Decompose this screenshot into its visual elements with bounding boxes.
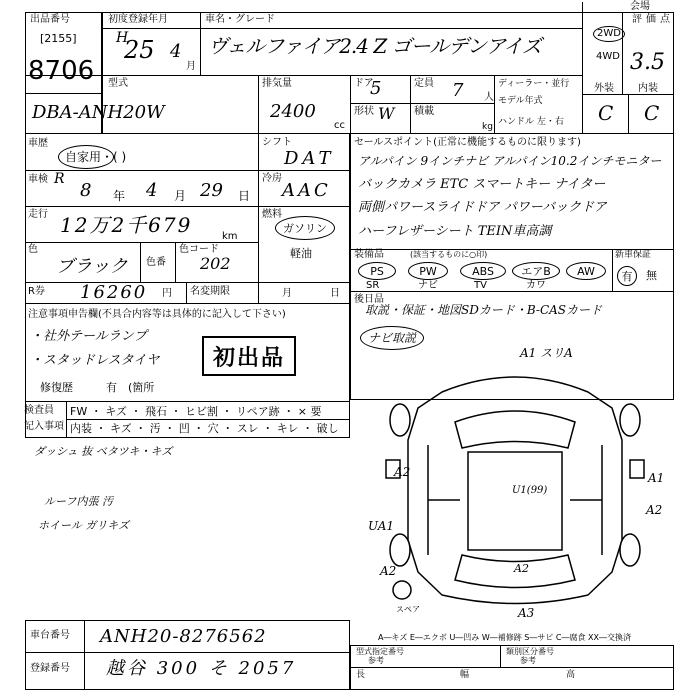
displacement-label: 排気量 <box>262 78 292 89</box>
exterior-value: C <box>598 101 614 125</box>
damage-legend: A―キズ E―エクボ U―凹み W―補修跡 S―サビ C―腐食 XX―交換済 <box>378 633 632 642</box>
first-reg-month: 4 <box>170 41 182 62</box>
inspection-year-unit: 年 <box>113 189 126 203</box>
width-label: 幅 <box>460 670 470 680</box>
history-circle <box>58 145 114 169</box>
remarks-label: 注意事項申告欄(不具合内容等は具体的に記入して下さい) <box>28 309 286 320</box>
capacity-label: 定員 <box>414 78 434 89</box>
new-car-label: 新車保証 <box>615 250 652 260</box>
first-listing-stamp: 初出品 <box>202 336 296 376</box>
remark-line-1: ・社外テールランプ <box>30 329 147 344</box>
damage-a2-rear: A2 <box>514 562 529 575</box>
model-designation-ref: 参考 <box>368 656 384 665</box>
equip-navi: ナビ <box>418 280 438 291</box>
drive-2wd: 2WD <box>593 26 625 42</box>
selling-point-line-2: バックカメラ ETC スマートキー ナイター <box>358 177 606 192</box>
load-label: 積載 <box>414 106 434 117</box>
interior-value: C <box>644 101 660 125</box>
damage-ua1: UA1 <box>368 519 395 533</box>
plate-label: 登録番号 <box>30 663 70 674</box>
equip-leather: カワ <box>526 280 546 291</box>
selling-point-line-3: 両側パワースライドドア パワーバックドア <box>358 200 607 215</box>
displacement-unit: cc <box>334 120 345 131</box>
length-label: 長 <box>356 670 366 680</box>
damage-a3: A3 <box>518 606 535 620</box>
displacement-value: 2400 <box>270 101 316 122</box>
doors-label: ドア <box>354 78 374 89</box>
equipment-note: (該当するものに○印) <box>410 250 488 259</box>
color-value: ブラック <box>56 256 128 277</box>
lot-label: 出品番号 <box>30 14 70 25</box>
history-value: 自家用・( ) <box>65 150 127 164</box>
equip-ps: PS <box>358 262 396 280</box>
score-value: 3.5 <box>630 50 665 75</box>
fuel-circle <box>275 216 335 240</box>
inspection-day: 29 <box>200 180 223 201</box>
capacity-unit: 人 <box>484 92 494 103</box>
inspector-note-1: ダッシュ 抜 ベタツキ・キズ <box>34 445 173 458</box>
inspector-row-2: 内装 ・ キズ ・ 汚 ・ 凹 ・ 穴 ・ スレ ・ キレ ・ 破し <box>70 422 339 435</box>
history-label: 車歴 <box>28 138 48 149</box>
fuel-diesel: 軽油 <box>290 247 312 260</box>
inspection-month-unit: 月 <box>174 189 187 203</box>
aftermarket-text: 取説・保証・地図SDカード・B-CASカード <box>365 303 603 317</box>
name-change-day: 日 <box>330 288 340 299</box>
inspection-day-unit: 日 <box>238 189 251 203</box>
chassis-label: 車台番号 <box>30 630 70 641</box>
model-designation-label: 型式指定番号 <box>356 647 404 656</box>
model-value: ヴェルファイア2.4 Z ゴールデンアイズ <box>208 34 541 58</box>
fuel-label: 燃料 <box>262 209 282 220</box>
shape-label: 形状 <box>354 106 374 117</box>
repair-label: 修復歴 <box>40 381 73 394</box>
repair-has: 有 <box>106 381 117 394</box>
plate-value: 越谷 300 そ 2057 <box>106 658 297 679</box>
aftermarket-label: 後日品 <box>354 294 384 305</box>
mileage-label: 走行 <box>28 209 48 220</box>
inspector-label-2: 記入事項 <box>24 421 64 432</box>
recycle-label: R券 <box>28 286 45 297</box>
fuel-gasoline: ガソリン <box>283 222 327 235</box>
name-change-month: 月 <box>282 288 292 299</box>
type-label: 型式 <box>108 78 128 89</box>
equip-sr: SR <box>366 280 380 291</box>
first-reg-era: H <box>116 30 129 46</box>
category-label: 類別区分番号 <box>506 647 554 656</box>
inspector-row-1: FW ・ キズ ・ 飛石 ・ ヒビ割 ・ リペア跡 ・ × 要 <box>70 405 322 418</box>
aircon-label: 冷房 <box>262 173 282 184</box>
model-label: 車名・グレード <box>205 14 275 25</box>
equipment-label: 装備品 <box>354 249 384 260</box>
name-change-label: 名変期限 <box>190 286 230 297</box>
remark-line-2: ・スタッドレスタイヤ <box>30 353 160 368</box>
mileage-value: 12万2千679 <box>60 213 193 237</box>
aircon-value: AAC <box>282 180 331 201</box>
selling-point-line-4: ハーフレザーシート TEIN車高調 <box>358 224 552 239</box>
top-right-text: 会場 <box>630 1 650 12</box>
color-code-value: 202 <box>200 254 231 273</box>
inspector-note-3: ホイール ガリキズ <box>38 519 130 532</box>
damage-a2-right: A2 <box>646 503 663 517</box>
inspection-era: R <box>54 171 65 187</box>
type-value: DBA-ANH20W <box>32 102 165 123</box>
interior-label: 内装 <box>638 83 658 94</box>
first-reg-year: 25 <box>124 36 155 64</box>
recycle-unit: 円 <box>162 288 172 299</box>
damage-a1-top: A1 スリA <box>520 346 573 360</box>
category-ref: 参考 <box>520 656 536 665</box>
selling-point-line-1: アルパイン 9インチナビ アルパイン10.2インチモニター <box>358 154 662 168</box>
aftermarket-extra: ナビ取説 <box>368 331 417 345</box>
load-unit: kg <box>482 122 493 132</box>
repair-location: (箇所 <box>128 381 155 394</box>
model-year-label: モデル年式 <box>498 96 543 106</box>
shift-label: シフト <box>262 137 292 148</box>
spare-label: スペア <box>396 605 420 614</box>
score-label: 評価点 <box>632 14 674 25</box>
doors-value: 5 <box>370 78 382 99</box>
warranty-no: 無 <box>646 269 657 282</box>
equip-aw: AW <box>566 262 606 280</box>
first-reg-month-unit: 月 <box>186 61 196 72</box>
lot-sub: [2155] <box>40 32 77 45</box>
inspection-year: 8 <box>80 180 92 201</box>
inspector-label: 検査員 <box>24 405 54 416</box>
equip-airbag: エアB <box>512 262 560 280</box>
color-label: 色 <box>28 244 38 255</box>
capacity-value: 7 <box>452 80 464 101</box>
damage-u1: U1(99) <box>512 485 548 496</box>
damage-a1-right: A1 <box>648 471 665 485</box>
warranty-yes: 有 <box>617 266 637 286</box>
height-label: 高 <box>566 670 576 680</box>
damage-a2-left: A2 <box>394 465 411 479</box>
shift-value: DAT <box>284 148 335 169</box>
aftermarket-extra-circle <box>360 326 424 350</box>
dealer-label: ディーラー・並行 <box>498 79 570 89</box>
equip-pw: PW <box>408 262 448 280</box>
inspector-note-2: ルーフ内張 汚 <box>44 495 113 508</box>
shape-value: W <box>378 104 395 123</box>
color-no-label: 色番 <box>146 257 166 268</box>
color-code-label: 色コード <box>179 244 219 255</box>
recycle-value: 16260 <box>80 282 148 303</box>
drive-4wd: 4WD <box>596 51 620 62</box>
lot-number: 8706 <box>28 56 95 86</box>
damage-a2-bottom-left: A2 <box>380 564 397 578</box>
equip-abs: ABS <box>460 262 506 280</box>
equip-tv: TV <box>474 280 487 291</box>
first-reg-label: 初度登録年月 <box>108 14 168 25</box>
inspection-month: 4 <box>146 180 158 201</box>
chassis-value: ANH20-8276562 <box>100 626 267 647</box>
selling-points-label: セールスポイント(正常に機能するものに限ります) <box>354 137 581 148</box>
exterior-label: 外装 <box>594 83 614 94</box>
inspection-label: 車検 <box>28 174 48 185</box>
mileage-unit: km <box>222 231 238 242</box>
handle-label: ハンドル 左・右 <box>498 117 564 127</box>
